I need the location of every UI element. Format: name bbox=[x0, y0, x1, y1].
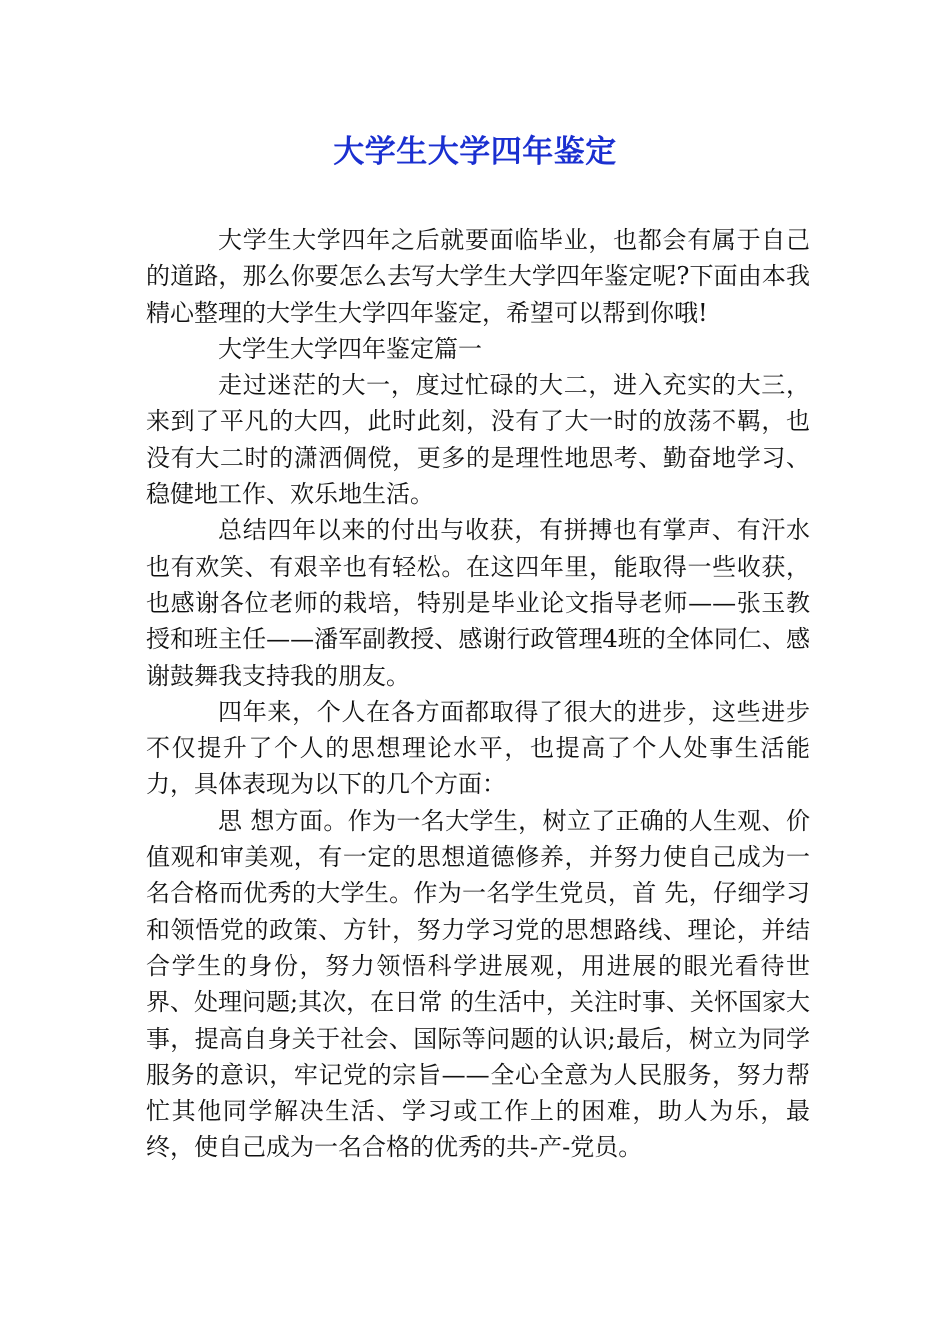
body-paragraph: 四年来，个人在各方面都取得了很大的进步，这些进步不仅提升了个人的思想理论水平，也提高了个人处事生活能力，具体表现为以下的几个方面： bbox=[146, 697, 810, 799]
section-heading: 大学生大学四年鉴定篇一 bbox=[218, 334, 482, 363]
document-title: 大学生大学四年鉴定 bbox=[333, 134, 617, 170]
body-paragraph: 思 想方面。作为一名大学生，树立了正确的人生观、价值观和审美观，有一定的思想道德修养，并努力使自己成为一名合格而优秀的大学生。作为一名学生党员，首 先，仔细学习和领悟党的政策、方针，努力学习党的思想路线、理论，并结合学生的身份，努力领悟科学进展观，用进展的眼光看待世界、处理问题;其次，在日常 的生活中，关注时事、关怀国家大事，提高自身关于社会、国际等问题的认识;最后，树立为同学服务的意识，牢记党的宗旨——全心全意为人民服务，努力帮忙其他同学解决生活、学习或工作上的困难，助人为乐，最终，使自己成为一名合格的优秀的共-产-党员。 bbox=[146, 806, 810, 1162]
body-paragraph: 走过迷茫的大一，度过忙碌的大二，进入充实的大三，来到了平凡的大四，此时此刻，没有了大一时的放荡不羁，也没有大二时的潇洒倜傥，更多的是理性地思考、勤奋地学习、稳健地工作、欢乐地生活。 bbox=[146, 371, 810, 509]
document-body bbox=[146, 222, 810, 1166]
body-paragraph: 总结四年以来的付出与收获，有拼搏也有掌声、有汗水也有欢笑、有艰辛也有轻松。在这四年里，能取得一些收获，也感谢各位老师的栽培，特别是毕业论文指导老师——张玉教授和班主任——潘军副教授、感谢行政管理4班的全体同仁、感谢鼓舞我支持我的朋友。 bbox=[146, 516, 810, 690]
intro-paragraph: 大学生大学四年之后就要面临毕业，也都会有属于自己的道路，那么你要怎么去写大学生大学四年鉴定呢?下面由本我精心整理的大学生大学四年鉴定，希望可以帮到你哦! bbox=[146, 226, 810, 327]
